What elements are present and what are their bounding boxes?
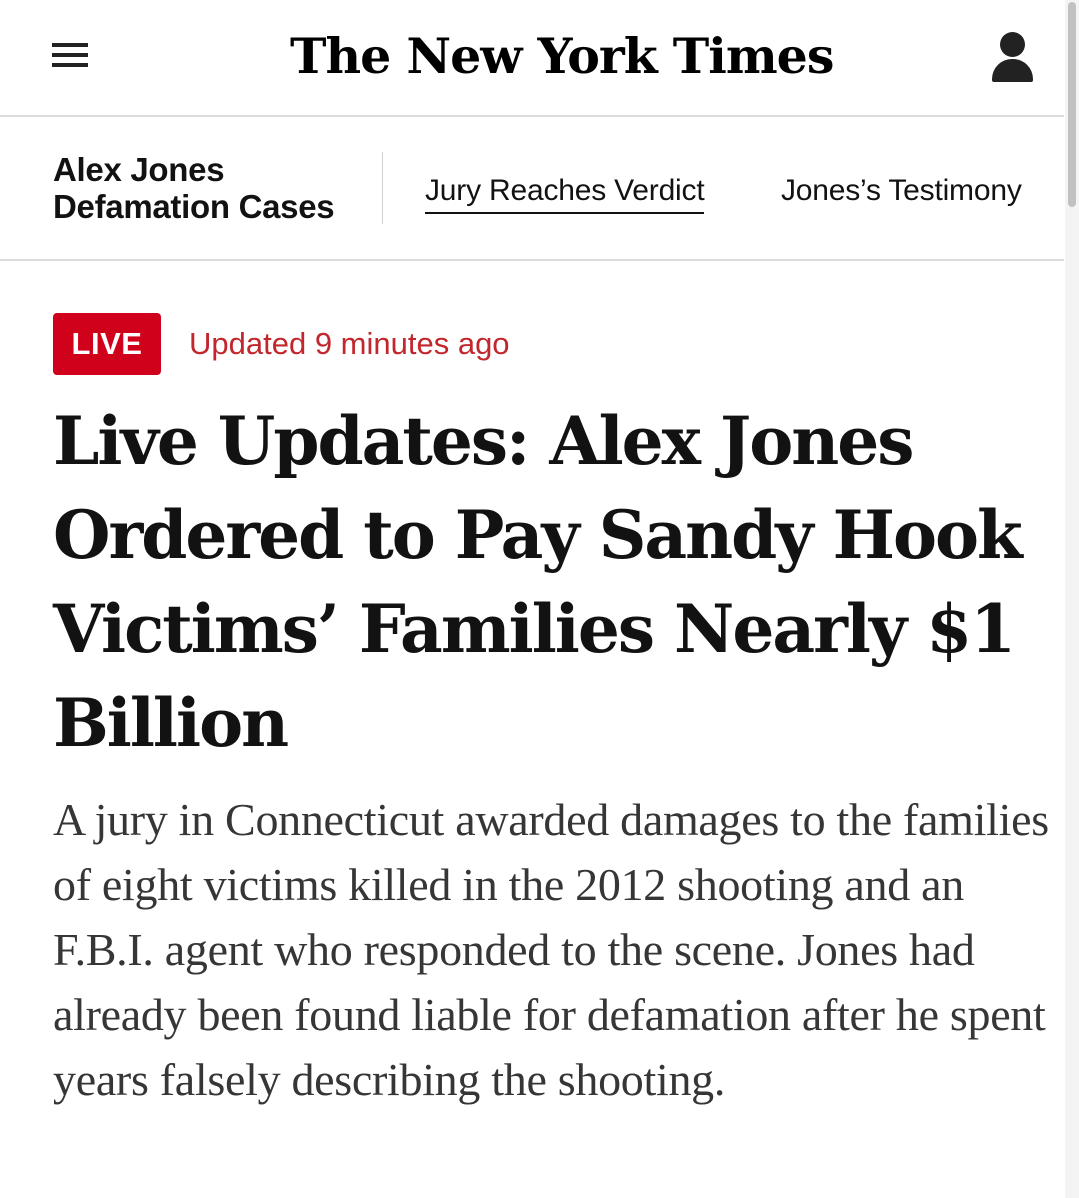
nyt-logo[interactable]: The New York Times — [290, 27, 834, 85]
updated-timestamp: Updated 9 minutes ago — [189, 326, 510, 361]
section-nav — [0, 117, 1064, 261]
account-icon-head — [1000, 32, 1025, 57]
article-summary: A jury in Connecticut awarded damages to the families of eight victims killed in the 2012 shooting and an F.B.I. agent who responded to the scene. Jones had already been found liable for defamation after he spent years falsely describing the shooting. — [53, 794, 1049, 1105]
nav-link-jones-testimony[interactable]: Jones’s Testimony — [781, 174, 1022, 207]
nav-link-jury-verdict[interactable]: Jury Reaches Verdict — [425, 173, 704, 214]
account-icon-body — [992, 59, 1033, 82]
section-title[interactable] — [53, 151, 373, 225]
section-title-line2: Defamation Cases — [53, 188, 335, 225]
section-title-line1: Alex Jones — [53, 151, 225, 188]
menu-line — [52, 43, 88, 47]
menu-line — [52, 53, 88, 57]
menu-line — [52, 63, 88, 67]
headline: Live Updates: Alex Jones Ordered to Pay Sandy Hook Victims’ Families Nearly $1 Billion — [53, 402, 1021, 762]
scrollbar[interactable] — [1065, 0, 1079, 1198]
user-account-icon[interactable] — [988, 30, 1036, 86]
top-bar — [0, 0, 1064, 117]
nav-divider — [382, 152, 383, 224]
scrollbar-thumb[interactable] — [1068, 2, 1076, 207]
live-badge: LIVE — [53, 313, 161, 375]
hamburger-menu-icon[interactable] — [50, 38, 92, 74]
